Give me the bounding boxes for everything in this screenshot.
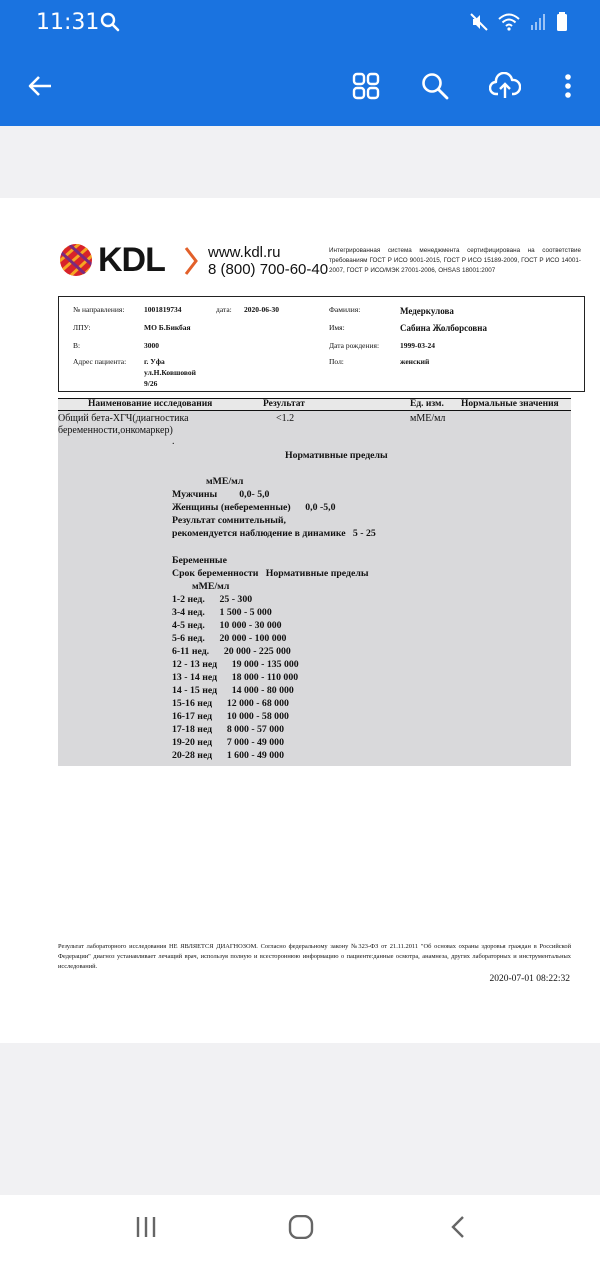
signal-icon — [530, 13, 546, 31]
lpu-label: ЛПУ: — [73, 323, 91, 332]
test-unit: мМЕ/мл — [410, 413, 446, 424]
lab-phone: 8 (800) 700-60-40 — [208, 261, 329, 278]
surname-value: Медеркулова — [400, 306, 454, 316]
status-search-icon — [100, 12, 120, 37]
status-time: 11:31 — [36, 10, 100, 35]
v-value: 3000 — [144, 341, 159, 350]
norms-term-unit: мМЕ/мл — [192, 581, 230, 592]
results-table — [58, 398, 571, 766]
recent-apps-icon[interactable] — [134, 1215, 158, 1244]
term-row: 15-16 нед 12 000 - 68 000 — [172, 698, 289, 709]
sex-value: женский — [400, 357, 430, 366]
lpu-value: МО Б.Бикбая — [144, 323, 191, 332]
pdf-page[interactable] — [0, 198, 600, 1043]
col-normal: Нормальные значения — [461, 399, 559, 409]
back-arrow-icon[interactable] — [22, 68, 58, 104]
battery-icon — [556, 12, 568, 32]
home-icon[interactable] — [288, 1215, 314, 1244]
cloud-upload-icon[interactable] — [487, 68, 523, 104]
term-row: 19-20 нед 7 000 - 49 000 — [172, 737, 284, 748]
norms-doubt-1: Результат сомнительный, — [172, 515, 286, 526]
table-header — [58, 398, 571, 411]
search-icon[interactable] — [417, 68, 453, 104]
name-value: Сабина Жолборсовна — [400, 323, 487, 333]
referral-value: 1001819734 — [144, 305, 182, 314]
birth-value: 1999-03-24 — [400, 341, 435, 350]
v-label: В: — [73, 341, 81, 350]
address-line-1: г. Уфа — [144, 357, 165, 366]
test-name: Общий бета-ХГЧ(диагностика беременности,онкомаркер) — [58, 413, 189, 436]
term-row: 14 - 15 нед 14 000 - 80 000 — [172, 685, 294, 696]
term-row: 20-28 нед 1 600 - 49 000 — [172, 750, 284, 761]
norms-pregnant: Беременные — [172, 555, 227, 566]
address-line-2: ул.Н.Ковшовой — [144, 368, 196, 377]
norms-title: Нормативные пределы — [285, 450, 388, 461]
norms-term-header: Срок беременности Нормативные пределы — [172, 568, 369, 579]
term-row: 6-11 нед. 20 000 - 225 000 — [172, 646, 291, 657]
patient-info-box — [58, 296, 585, 392]
disclaimer-text: Результат лабораторного исследования НЕ ЯВЛЯЕТСЯ ДИАГНОЗОМ. Согласно федеральному закону №323-ФЗ от 21.11.2011 "Об основах охраны здоровья граждан в Российской Федерации" диагноз устанавливает лечащий врач, используя полную и всестороннюю информацию о пациенте:данные осмотра, анамнеза, других лабораторных и инструментальных исследований. — [58, 943, 571, 970]
date-label: дата: — [216, 305, 232, 314]
col-test-name: Наименование исследования — [88, 399, 213, 409]
lab-url: www.kdl.ru — [208, 244, 281, 261]
term-row: 5-6 нед. 20 000 - 100 000 — [172, 633, 287, 644]
date-value: 2020-06-30 — [244, 305, 279, 314]
wifi-icon — [498, 13, 520, 31]
status-icons — [470, 12, 568, 32]
mute-icon — [470, 13, 488, 31]
test-result: <1.2 — [276, 413, 295, 424]
surname-label: Фамилия: — [329, 305, 361, 314]
report-timestamp: 2020-07-01 08:22:32 — [489, 974, 570, 984]
lab-report — [0, 198, 600, 1043]
norms-women: Женщины (небеременные) 0,0 -5,0 — [172, 502, 336, 513]
term-row: 1-2 нед. 25 - 300 — [172, 594, 253, 605]
status-bar — [0, 0, 600, 46]
address-line-3: 9/26 — [144, 379, 158, 388]
name-label: Имя: — [329, 323, 345, 332]
certification-text: Интегрированная система менеджмента сертифицирована на соответствие требованиям ГОСТ Р ИСО 9001-2015, ГОСТ Р ИСО 15189-2009, ГОСТ Р ИСО 14001-2007, ГОСТ Р ИСО/МЭК 27001-2006, OHSAS 18001:2007 — [329, 247, 581, 274]
more-vert-icon[interactable] — [550, 68, 586, 104]
app-bar — [0, 46, 600, 126]
dot-mark: . — [172, 436, 175, 447]
norms-men: Мужчины 0,0- 5,0 — [172, 489, 270, 500]
referral-label: № направления: — [73, 305, 125, 314]
grid-view-icon[interactable] — [348, 68, 384, 104]
term-row: 13 - 14 нед 18 000 - 110 000 — [172, 672, 299, 683]
birth-label: Дата рождения: — [329, 341, 380, 350]
norms-doubt-2: рекомендуется наблюдение в динамике 5 - 25 — [172, 528, 376, 539]
address-label: Адрес пациента: — [73, 357, 127, 366]
term-row: 17-18 нед 8 000 - 57 000 — [172, 724, 284, 735]
norms-unit: мМЕ/мл — [206, 476, 244, 487]
col-result: Результат — [263, 399, 305, 409]
kdl-logo-text: KDL — [98, 241, 165, 279]
term-row: 3-4 нед. 1 500 - 5 000 — [172, 607, 272, 618]
col-unit: Ед. изм. — [410, 399, 444, 409]
sex-label: Пол: — [329, 357, 344, 366]
term-row: 4-5 нед. 10 000 - 30 000 — [172, 620, 282, 631]
term-row: 12 - 13 нед 19 000 - 135 000 — [172, 659, 299, 670]
back-icon[interactable] — [450, 1215, 466, 1244]
term-row: 16-17 нед 10 000 - 58 000 — [172, 711, 289, 722]
system-nav-bar — [0, 1195, 600, 1265]
